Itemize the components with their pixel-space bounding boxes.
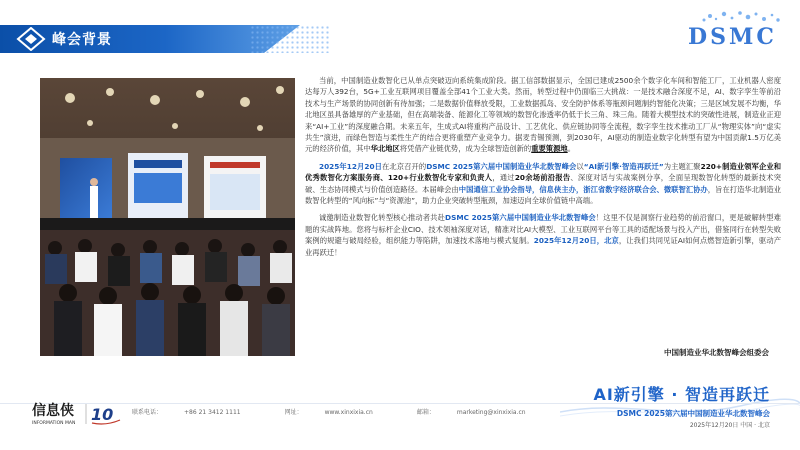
text-span: 重要策源地 bbox=[531, 144, 568, 154]
header-dot-pattern bbox=[250, 25, 330, 53]
footer-logo bbox=[28, 398, 128, 428]
text-span: 以 bbox=[576, 161, 584, 171]
event-photo bbox=[40, 78, 295, 356]
phone-label: 联系电话： bbox=[132, 409, 163, 416]
text-span: ！这里不仅是洞察行业趋势的前沿窗口，更是破解转型难题的实战阵地。您将与标杆企业CIO、技术领袖深度对话，精准对比AI大模型、工业互联网平台等工具的适配场景与投入产出，借鉴同行在转型失败案例的规避与破局经验，组织能力等陷阱，加速技术落地与模式复制。 bbox=[305, 213, 782, 246]
information-man-logo-icon bbox=[28, 398, 128, 428]
footer-event-date: 2025年12月20日 中国 · 北京 bbox=[689, 422, 770, 429]
paragraph-background bbox=[305, 75, 781, 155]
paragraph-invitation bbox=[305, 212, 781, 258]
text-span: 、深度对话与实战案例分享，全面呈现数智化转型的最新技术突破、生态协同模式与价值创造路径。本届峰会由 bbox=[305, 173, 782, 194]
mail-label: 邮箱： bbox=[416, 409, 435, 416]
logo-en-text: INFORMATION MAN bbox=[32, 421, 76, 426]
text-span: 。 bbox=[567, 144, 575, 154]
logo-cn-text: 信息侠 bbox=[32, 403, 74, 419]
text-span: 20余场前沿报告 bbox=[514, 173, 571, 183]
organizers: 中国通信工业协会指导，信息侠主办，浙江省数字经济联合会、微联智汇协办 bbox=[458, 184, 708, 194]
text-span: 在北京召开的 bbox=[381, 161, 427, 171]
footer-event-name: DSMC 2025第六届中国制造业华北数智峰会 bbox=[616, 409, 770, 418]
event-name: DSMC 2025第六届中国制造业华北数智峰会 bbox=[445, 213, 596, 223]
web-label: 网址： bbox=[284, 409, 303, 416]
email-contact bbox=[417, 409, 548, 416]
event-date-location: 2025年12月20日，北京 bbox=[533, 236, 619, 246]
text-span: ，通过 bbox=[492, 173, 515, 183]
event-theme: “AI新引擎·智造再跃迁” bbox=[583, 161, 664, 171]
brand-dots-icon bbox=[694, 10, 784, 24]
mail-value: marketing@xinxixia.cn bbox=[456, 409, 526, 416]
text-span: 诚邀制造业数智化转型核心推动者共赴 bbox=[319, 213, 446, 223]
organizer-signature: 中国制造业华北数智峰会组委会 bbox=[664, 348, 769, 357]
text-span: ，让我们共同见证AI如何点燃智造新引擎，驱动产业再跃迁！ bbox=[305, 236, 781, 257]
text-span: ，旨在打造华北制造业数智化转型的“风向标”与“资源池”，助力企业突破转型瓶颈，加速迈向全球价值链中高端。 bbox=[305, 184, 782, 206]
text-span: 为主题汇聚 bbox=[663, 161, 701, 171]
text-span: 220+制造业领军企业和优秀数智化方案服务商、120+行业数智化专家和负责人 bbox=[305, 161, 781, 183]
event-date: 2025年12月20日 bbox=[319, 161, 382, 171]
anniversary-badge: 10 bbox=[91, 405, 114, 424]
footer-slogan: AI新引擎 · 智造再跃迁 bbox=[593, 385, 770, 404]
phone-value: +86 21 3412 1111 bbox=[184, 409, 241, 416]
web-value: www.xinxixia.cn bbox=[324, 409, 373, 416]
section-title: 峰会背景 bbox=[52, 32, 112, 48]
event-name: DSMC 2025第六届中国制造业华北数智峰会 bbox=[426, 161, 577, 171]
website-contact bbox=[285, 409, 395, 416]
diamond-logo-icon bbox=[16, 27, 46, 51]
conference-photo-image bbox=[40, 78, 295, 356]
text-span: 华北地区 bbox=[370, 144, 400, 154]
text-span: 将凭借产业链优势，成为全球智造创新的 bbox=[399, 144, 532, 154]
summit-description bbox=[305, 75, 781, 264]
footer-contact bbox=[132, 407, 570, 416]
phone-contact bbox=[132, 409, 263, 416]
brand-logo: DSMC bbox=[688, 24, 777, 50]
paragraph-event bbox=[305, 161, 781, 207]
text-span: 当前，中国制造业数智化已从单点突破迈向系统集成阶段。据工信部数据显示，全国已建成2500余个数字化车间和智能工厂，工业机器人密度达每万人392台，5G+工业互联网项目覆盖全部41个工业大类。然而，转型过程中仍面临三大挑战：一是技术融合深度不足，AI、数字孪生等前沿技术与生产场景的协同创新有待加强；二是数据价值释放受限，工业数据孤岛、安全防护体系等瓶颈问题制约智能化决策；三是区域发展不均衡，华北地区虽具备雄厚的产业基础，但在高端装备、能源化工等领域的数智化渗透率仍低于长三角、珠三角。随着大模型技术的突破性进展，制造业正迎来“AI+工业”的深度融合期。未来五年，生成式AI将重构产品设计、工艺优化、供应链协同等全流程，数字孪生技术推动工厂从“物理实体”向“虚实共生”演进，而绿色智造与柔性生产的结合更将重塑产业竞争力。据麦肯锡预测，到2030年，AI驱动的制造业数字化转型有望为中国贡献1.5万亿美元的经济价值，其中 bbox=[305, 76, 781, 154]
